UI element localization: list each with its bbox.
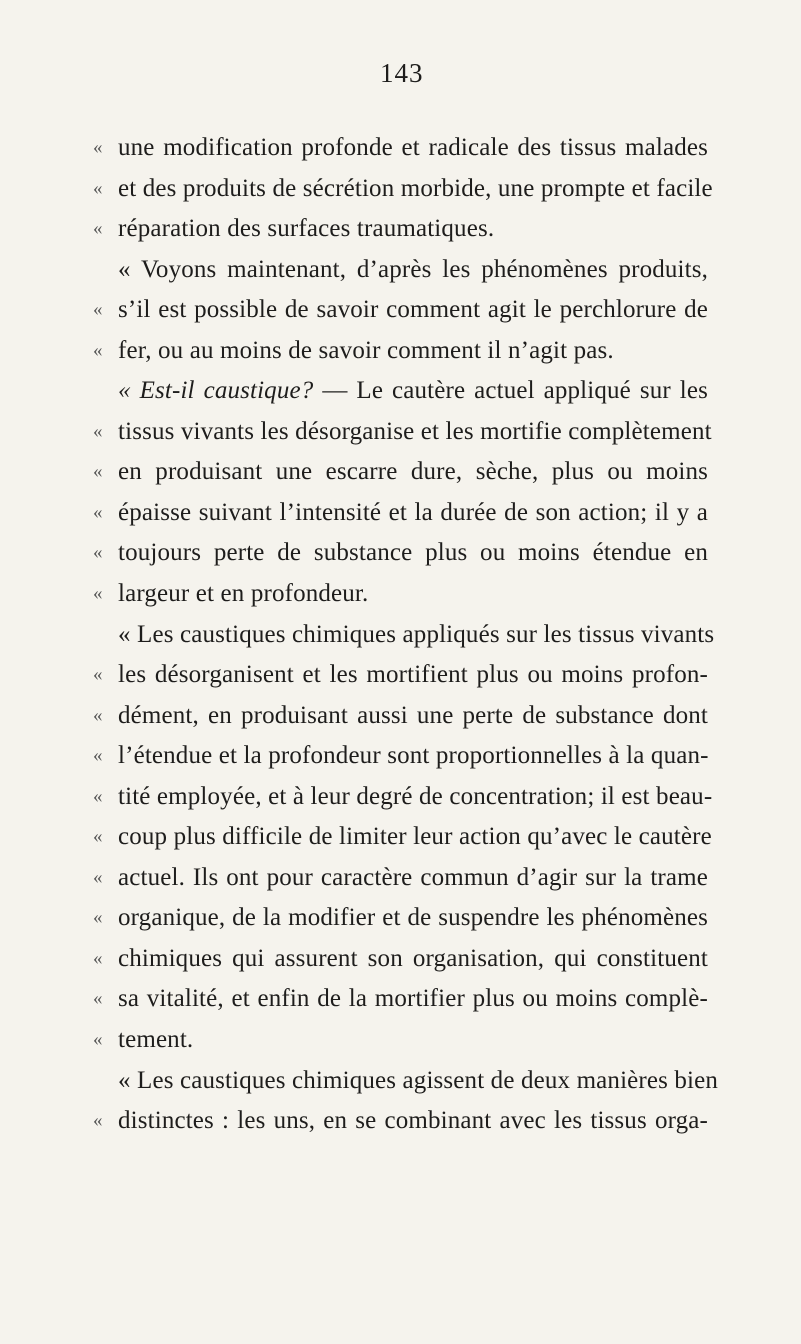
line-text: et des produits de sécrétion morbide, une prompte et facile	[118, 174, 713, 202]
quote-mark: «	[93, 947, 103, 969]
line-text: tité employée, et à leur degré de concentration; il est beau-	[118, 782, 713, 810]
line-text: « Voyons maintenant, d’après les phénomènes produits,	[118, 255, 708, 283]
text-line	[93, 696, 708, 737]
quote-mark: «	[93, 826, 103, 848]
quote-mark: «	[93, 137, 103, 158]
text-line	[93, 169, 713, 210]
quote-mark: «	[93, 785, 103, 807]
quote-mark: «	[93, 664, 103, 686]
line-text: en produisant une escarre dure, sèche, plus ou moins	[118, 458, 708, 486]
text-line	[93, 858, 708, 899]
text-line	[93, 290, 708, 331]
page-number: 143	[380, 58, 424, 88]
text-line	[93, 817, 712, 858]
quote-mark: «	[93, 1110, 103, 1132]
line-text: l’étendue et la profondeur sont proportionnelles à la quan-	[118, 742, 709, 770]
text-line	[93, 898, 708, 939]
text-line	[93, 533, 708, 574]
quote-mark: «	[93, 218, 103, 240]
quote-mark: «	[93, 542, 103, 564]
quote-mark: «	[93, 988, 103, 1010]
text-line	[118, 371, 708, 412]
quote-mark: «	[93, 583, 103, 605]
quote-mark: «	[93, 866, 103, 888]
line-text: s’il est possible de savoir comment agit le perchlorure de	[118, 296, 708, 324]
text-line	[93, 655, 708, 696]
line-text: une modification profonde et radicale des tissus malades	[118, 134, 708, 161]
text-line	[93, 412, 712, 453]
text-line	[118, 250, 708, 291]
line-text: épaisse suivant l’intensité et la durée de son action; il y a	[118, 498, 708, 526]
line-text: « Les caustiques chimiques agissent de deux manières bien	[118, 1066, 719, 1094]
quote-mark: «	[93, 745, 103, 767]
line-text: fer, ou au moins de savoir comment il n’agit pas.	[118, 336, 614, 364]
line-text: tement.	[118, 1026, 194, 1054]
line-text: tissus vivants les désorganise et les mortifie complètement	[118, 417, 712, 445]
text-line	[118, 1061, 719, 1102]
text-line	[93, 128, 708, 169]
line-text: coup plus difficile de limiter leur action qu’avec le cautère	[118, 823, 712, 851]
text-line	[93, 493, 708, 534]
quote-mark: «	[93, 420, 103, 442]
text-line	[93, 209, 708, 250]
body-text	[93, 128, 719, 1142]
line-text: réparation des surfaces traumatiques.	[118, 215, 495, 243]
line-text: les désorganisent et les mortifient plus ou moins profon-	[118, 661, 708, 689]
line-text: toujours perte de substance plus ou moins étendue en	[118, 539, 708, 567]
line-text: chimiques qui assurent son organisation, qui constituent	[118, 944, 708, 972]
line-text: distinctes : les uns, en se combinant avec les tissus orga-	[118, 1107, 708, 1135]
line-text: — Le cautère actuel appliqué sur les	[313, 377, 708, 405]
text-line	[93, 939, 708, 980]
text-line	[93, 452, 708, 493]
quote-mark: «	[93, 339, 103, 361]
quote-mark: «	[93, 1029, 103, 1051]
quote-mark: «	[93, 501, 103, 523]
text-line	[93, 1101, 708, 1142]
quote-mark: «	[93, 907, 103, 929]
text-line	[93, 777, 713, 818]
text-line	[93, 979, 708, 1020]
line-text: organique, de la modifier et de suspendre les phénomènes	[118, 904, 708, 932]
text-line	[93, 736, 709, 777]
text-line	[118, 615, 715, 656]
line-text: « Les caustiques chimiques appliqués sur les tissus vivants	[118, 620, 715, 648]
line-text: largeur et en profondeur.	[118, 580, 369, 608]
quote-mark: «	[93, 704, 103, 726]
quote-mark: «	[93, 461, 103, 483]
text-line	[93, 574, 708, 615]
line-text: actuel. Ils ont pour caractère commun d’agir sur la trame	[118, 863, 708, 891]
quote-mark: «	[93, 299, 103, 321]
quote-mark: «	[93, 177, 103, 199]
line-text: sa vitalité, et enfin de la mortifier plus ou moins complè-	[118, 985, 708, 1013]
text-line	[93, 1020, 708, 1061]
text-line	[93, 331, 708, 372]
line-text: dément, en produisant aussi une perte de substance dont	[118, 701, 708, 729]
italic-question: « Est-il caustique?	[118, 377, 314, 405]
